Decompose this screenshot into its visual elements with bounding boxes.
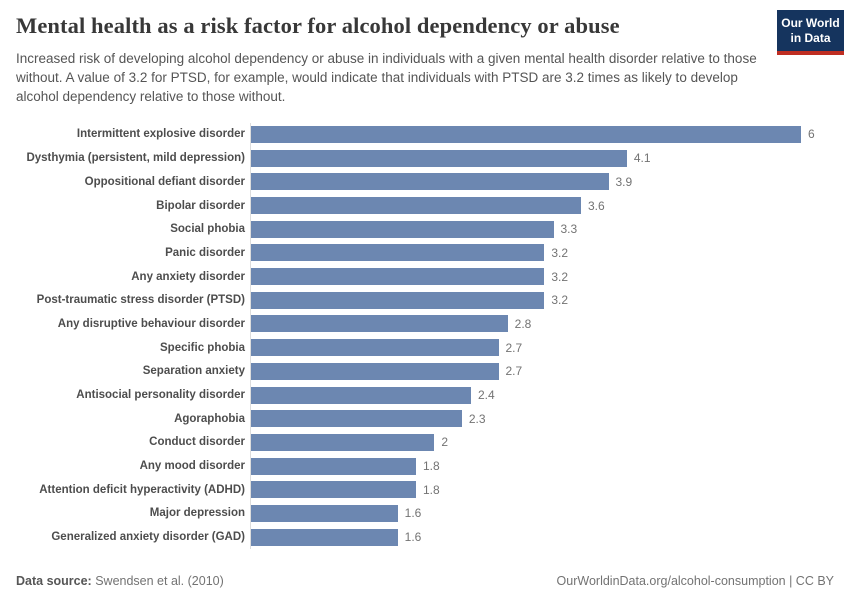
- bar-row: [16, 265, 850, 289]
- bar-row: [16, 217, 850, 241]
- bar-row: [16, 407, 850, 431]
- category-label: Post-traumatic stress disorder (PTSD): [36, 294, 245, 307]
- bar-track: [250, 170, 850, 194]
- value-label: 3.3: [560, 222, 578, 237]
- bar-track: [250, 431, 850, 455]
- value-label: 2.3: [468, 411, 486, 426]
- value-label: 1.8: [423, 459, 440, 474]
- bar-track: [250, 502, 850, 526]
- bar[interactable]: [251, 481, 416, 498]
- bar[interactable]: [251, 458, 416, 475]
- category-label: Oppositional defiant disorder: [84, 175, 245, 188]
- bar-track: [250, 312, 850, 336]
- category-label: Specific phobia: [160, 341, 245, 354]
- bar-row: [16, 478, 850, 502]
- category-label: Separation anxiety: [142, 365, 245, 378]
- value-label: 3.2: [551, 245, 569, 260]
- bar[interactable]: [251, 505, 398, 522]
- value-label: 2: [441, 435, 449, 450]
- value-label: 2.7: [505, 340, 523, 355]
- bar[interactable]: [251, 126, 801, 143]
- category-label: Antisocial personality disorder: [76, 389, 245, 401]
- chart-rows: [16, 123, 850, 549]
- value-label: 2.8: [514, 316, 532, 331]
- attribution-link[interactable]: OurWorldinData.org/alcohol-consumption | CC BY: [556, 574, 834, 588]
- bar-track: [250, 454, 850, 478]
- bar[interactable]: [251, 150, 627, 167]
- category-label: Any mood disorder: [139, 460, 245, 473]
- bar-row: [16, 383, 850, 407]
- owid-logo[interactable]: [777, 10, 844, 55]
- bar-track: [250, 217, 850, 241]
- bar[interactable]: [251, 434, 434, 451]
- data-source-label: Data source:: [16, 574, 92, 588]
- bar[interactable]: [251, 173, 609, 190]
- bar-row: [16, 525, 850, 549]
- bar[interactable]: [251, 410, 462, 427]
- value-label: 4.1: [633, 151, 651, 166]
- page-subtitle: Increased risk of developing alcohol dependency or abuse in individuals with a given mental health disorder relative to those without. A value of 3.2 for PTSD, for example, would indicate that individuals with PTSD are 3.2 times as likely to develop alcohol dependency relative to those without.: [16, 51, 757, 105]
- value-label: 6: [808, 127, 815, 142]
- bar[interactable]: [251, 268, 544, 285]
- bar-track: [250, 288, 850, 312]
- page-title: Mental health as a risk factor for alcohol dependency or abuse: [16, 13, 620, 38]
- bar-row: [16, 170, 850, 194]
- bar-track: [250, 336, 850, 360]
- owid-logo-line1: Our World: [781, 16, 840, 30]
- bar-row: [16, 241, 850, 265]
- category-label: Any disruptive behaviour disorder: [57, 317, 245, 330]
- data-source-value: Swendsen et al. (2010): [91, 574, 224, 588]
- bar-row: [16, 431, 850, 455]
- category-label: Major depression: [149, 507, 245, 520]
- category-label: Dysthymia (persistent, mild depression): [26, 152, 245, 165]
- chart-footer: [16, 574, 834, 588]
- bar[interactable]: [251, 197, 581, 214]
- value-label: 3.6: [588, 198, 605, 213]
- bar[interactable]: [251, 387, 471, 404]
- bar-row: [16, 359, 850, 383]
- bar-track: [250, 123, 850, 147]
- category-label: Any anxiety disorder: [131, 270, 245, 283]
- bar-row: [16, 454, 850, 478]
- bar[interactable]: [251, 339, 499, 356]
- bar[interactable]: [251, 244, 544, 261]
- bar-row: [16, 288, 850, 312]
- value-label: 1.6: [404, 530, 422, 545]
- bar[interactable]: [251, 363, 499, 380]
- bar-track: [250, 146, 850, 170]
- category-label: Conduct disorder: [149, 436, 245, 449]
- bar[interactable]: [251, 315, 508, 332]
- value-label: 1.6: [404, 506, 422, 521]
- bar-row: [16, 123, 850, 147]
- value-label: 3.2: [551, 293, 569, 308]
- bar-track: [250, 241, 850, 265]
- bar-row: [16, 194, 850, 218]
- bar-row: [16, 146, 850, 170]
- value-label: 2.4: [478, 388, 495, 402]
- category-label: Panic disorder: [165, 246, 245, 259]
- bar-track: [250, 359, 850, 383]
- bar-track: [250, 265, 850, 289]
- bar-track: [250, 407, 850, 431]
- bar-chart: [16, 123, 850, 549]
- bar-row: [16, 502, 850, 526]
- chart-header: [0, 0, 850, 107]
- owid-logo-line2: in Data: [790, 31, 831, 45]
- category-label: Bipolar disorder: [156, 199, 245, 212]
- category-label: Attention deficit hyperactivity (ADHD): [39, 483, 245, 496]
- category-label: Agoraphobia: [174, 412, 245, 425]
- bar-track: [250, 194, 850, 218]
- bar-row: [16, 312, 850, 336]
- category-label: Intermittent explosive disorder: [76, 128, 245, 141]
- data-source: [16, 574, 224, 588]
- value-label: 3.9: [615, 174, 633, 189]
- bar-track: [250, 478, 850, 502]
- category-label: Social phobia: [170, 223, 245, 236]
- bar[interactable]: [251, 221, 554, 238]
- bar[interactable]: [251, 292, 544, 309]
- value-label: 2.7: [505, 364, 523, 379]
- value-label: 1.8: [423, 482, 440, 497]
- bar-track: [250, 383, 850, 407]
- bar-row: [16, 336, 850, 360]
- category-label: Generalized anxiety disorder (GAD): [51, 531, 245, 544]
- bar-track: [250, 525, 850, 549]
- bar[interactable]: [251, 529, 398, 546]
- value-label: 3.2: [551, 269, 569, 284]
